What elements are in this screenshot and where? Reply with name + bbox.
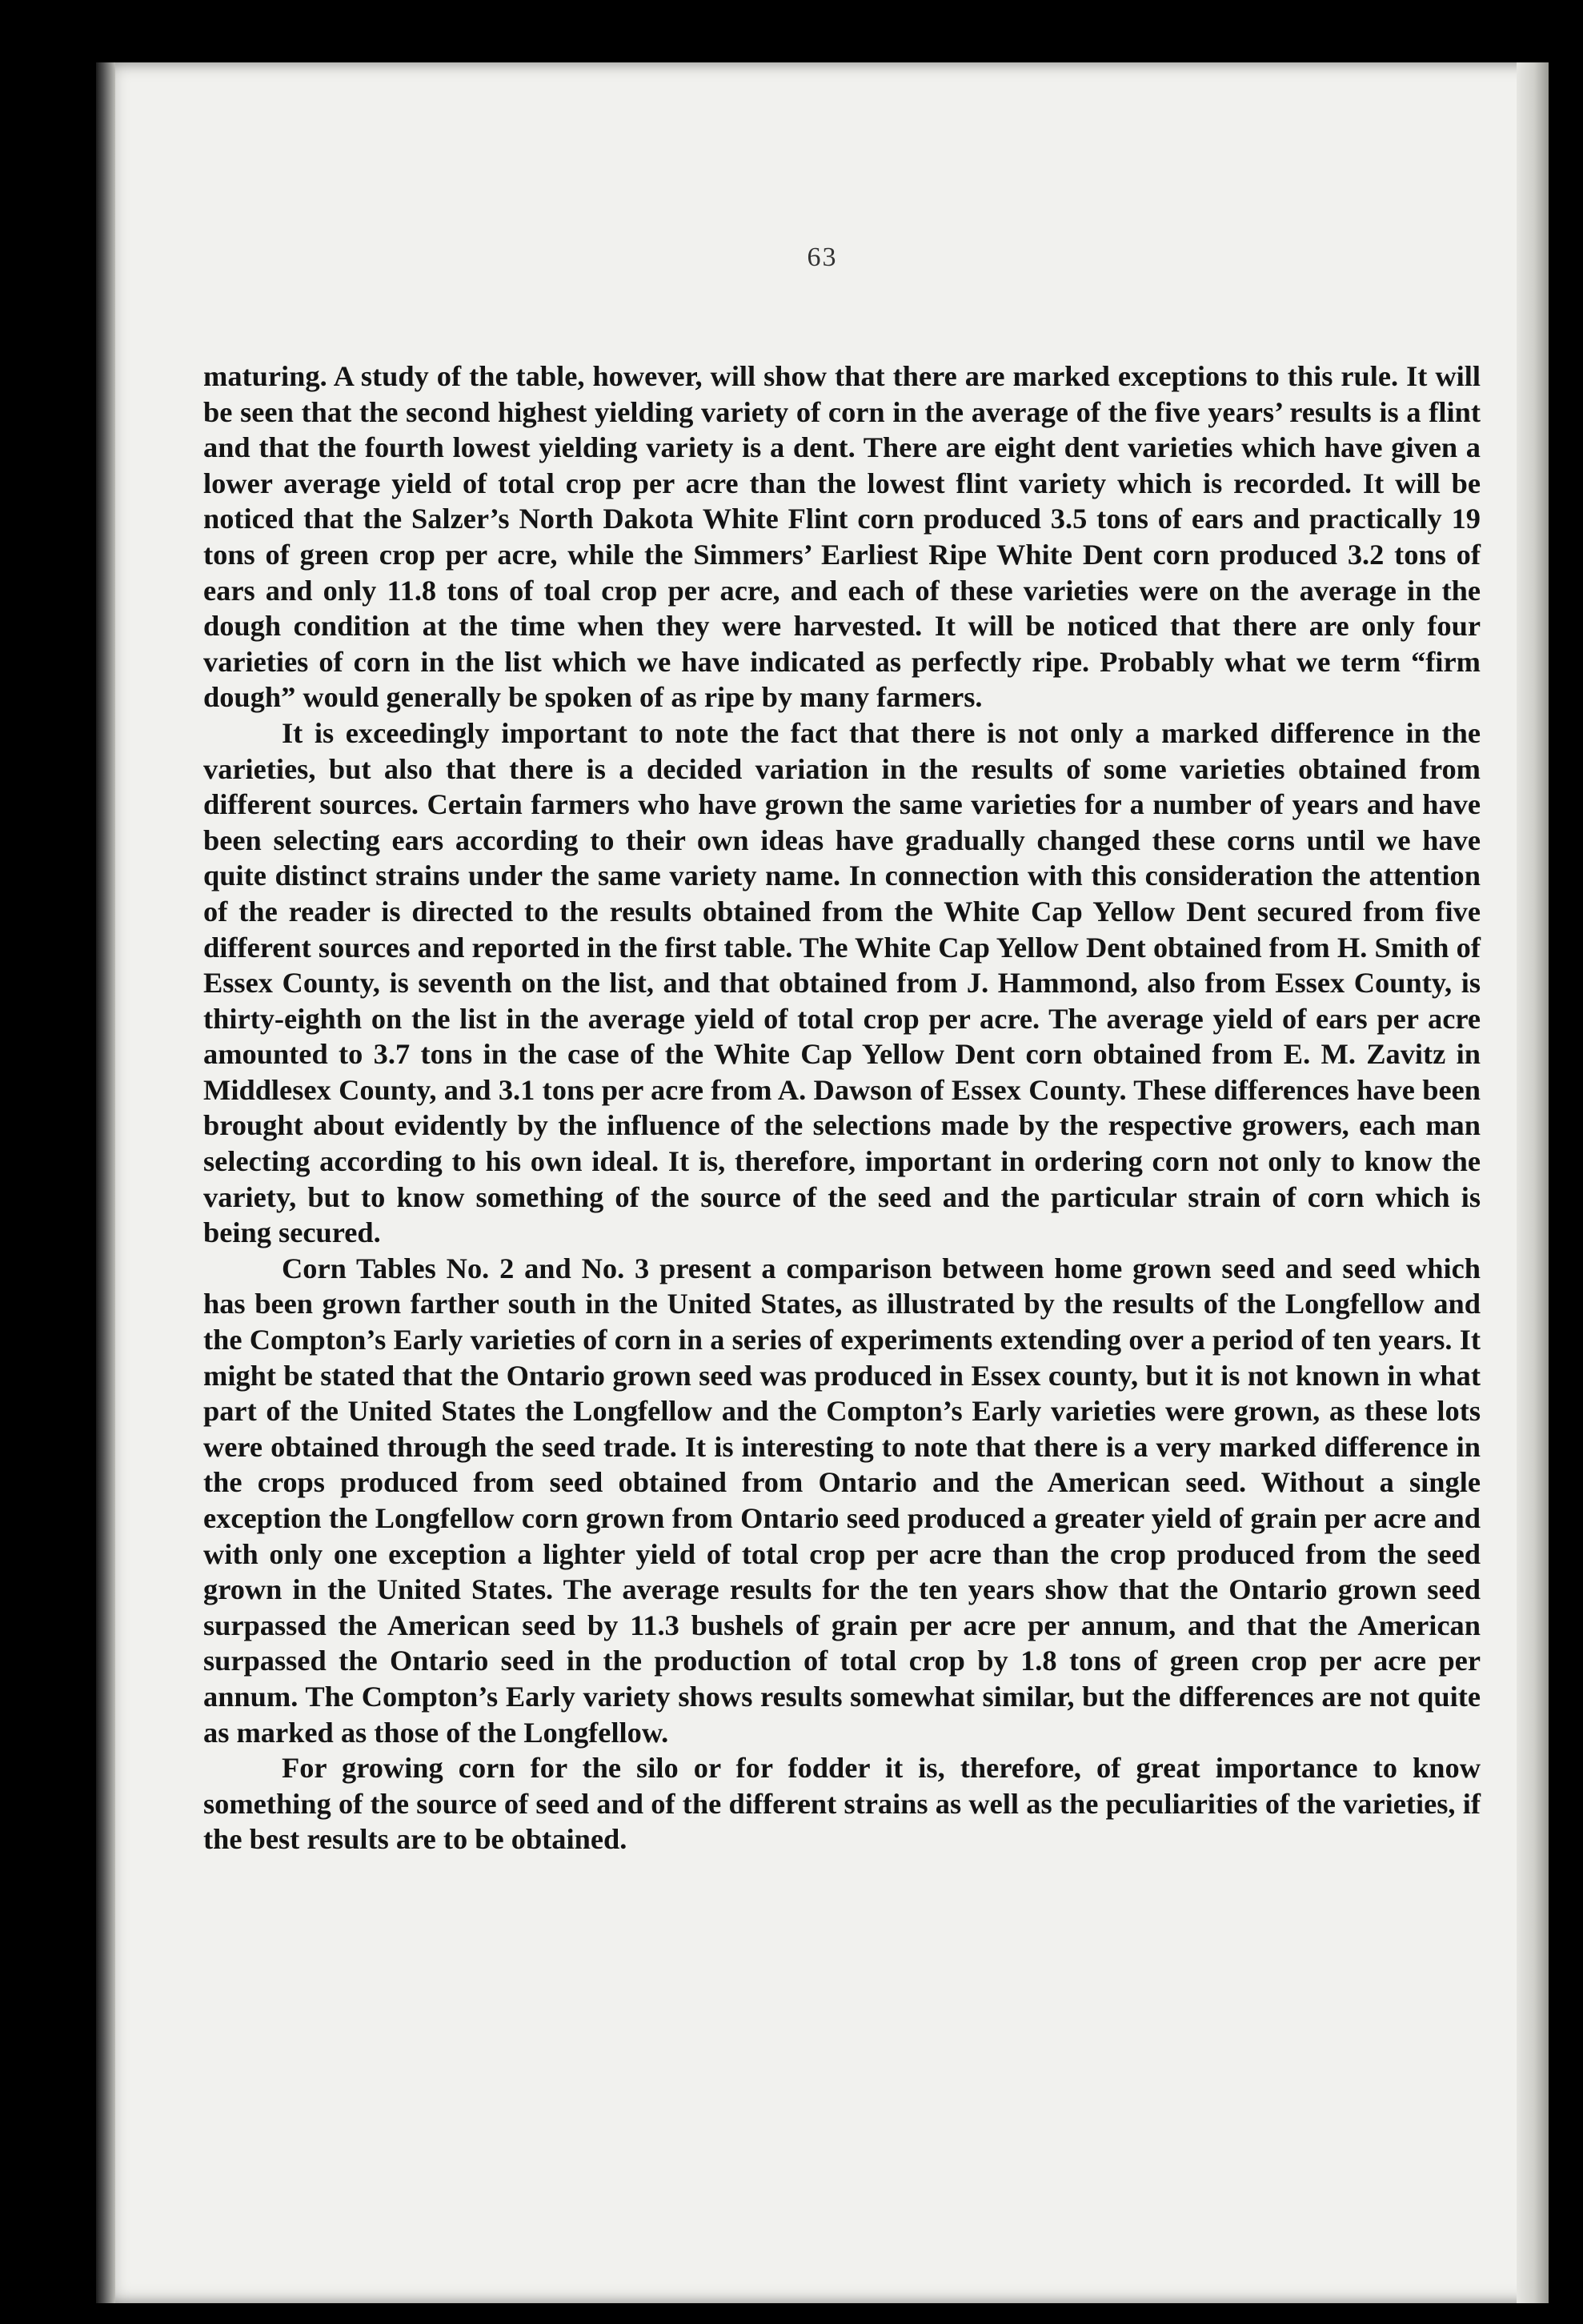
scanned-page	[96, 62, 1549, 2303]
paragraph-2: It is exceedingly important to note the fact that there is not only a marked difference in the varieties, but also that there is a decided variation in the results of some varieties obtained from different sources. Certain farmers who have grown the same varieties for a number of years and have been selecting ears according to their own ideas have gradually changed these corns until we have quite distinct strains under the same variety name. In connection with this consideration the attention of the reader is directed to the results obtained from the White Cap Yellow Dent secured from five different sources and reported in the first table. The White Cap Yellow Dent obtained from H. Smith of Essex County, is seventh on the list, and that obtained from J. Hammond, also from Essex County, is thirty-eighth on the list in the average yield of total crop per acre. The average yield of ears per acre amounted to 3.7 tons in the case of the White Cap Yellow Dent corn obtained from E. M. Zavitz in Middlesex County, and 3.1 tons per acre from A. Dawson of Essex County. These differences have been brought about evidently by the influence of the selections made by the respective growers, each man selecting according to his own ideal. It is, therefore, important in ordering corn not only to know the variety, but to know something of the source of the seed and the particular strain of corn which is being secured.	[203, 716, 1481, 1249]
page-gutter-shadow	[96, 62, 115, 2303]
page-number: 63	[807, 242, 838, 272]
page-edge	[1517, 62, 1549, 2303]
paragraph-4: For growing corn for the silo or for fodder it is, therefore, of great importance to know something of the source of seed and of the different strains as well as the peculiarities of the varieties, if the best results are to be obtained.	[203, 1752, 1481, 1856]
paragraph-1: maturing. A study of the table, however, will show that there are marked exceptions to this rule. It will be seen that the second highest yielding variety of corn in the average of the five years’ results is a flint and that the fourth lowest yielding variety is a dent. There are eight dent varieties which have given a lower average yield of total crop per acre than the lowest flint variety which is recorded. It will be noticed that the Salzer’s North Dakota White Flint corn produced 3.5 tons of ears and practically 19 tons of green crop per acre, while the Simmers’ Earliest Ripe White Dent corn produced 3.2 tons of ears and only 11.8 tons of toal crop per acre, and each of these varieties were on the average in the dough condition at the time when they were harvested. It will be noticed that there are only four varieties of corn in the list which we have indicated as perfectly ripe. Probably what we term “firm dough” would generally be spoken of as ripe by many farmers.	[203, 360, 1481, 714]
body-text	[203, 359, 1481, 1857]
paragraph-3: Corn Tables No. 2 and No. 3 present a comparison between home grown seed and seed which has been grown farther south in the United States, as illustrated by the results of the Longfellow and the Compton’s Early varieties of corn in a series of experiments extending over a period of ten years. It might be stated that the Ontario grown seed was produced in Essex county, but it is not known in what part of the United States the Longfellow and the Compton’s Early varieties were grown, as these lots were obtained through the seed trade. It is interesting to note that there is a very marked difference in the crops produced from seed obtained from Ontario and the American seed. Without a single exception the Longfellow corn grown from Ontario seed produced a greater yield of grain per acre and with only one exception a lighter yield of total crop per acre than the crop produced from the seed grown in the United States. The average results for the ten years show that the Ontario grown seed surpassed the American seed by 11.3 bushels of grain per acre per annum, and that the American surpassed the Ontario seed in the production of total crop by 1.8 tons of green crop per acre per annum. The Compton’s Early variety shows results somewhat similar, but the differences are not quite as marked as those of the Longfellow.	[203, 1252, 1481, 1749]
